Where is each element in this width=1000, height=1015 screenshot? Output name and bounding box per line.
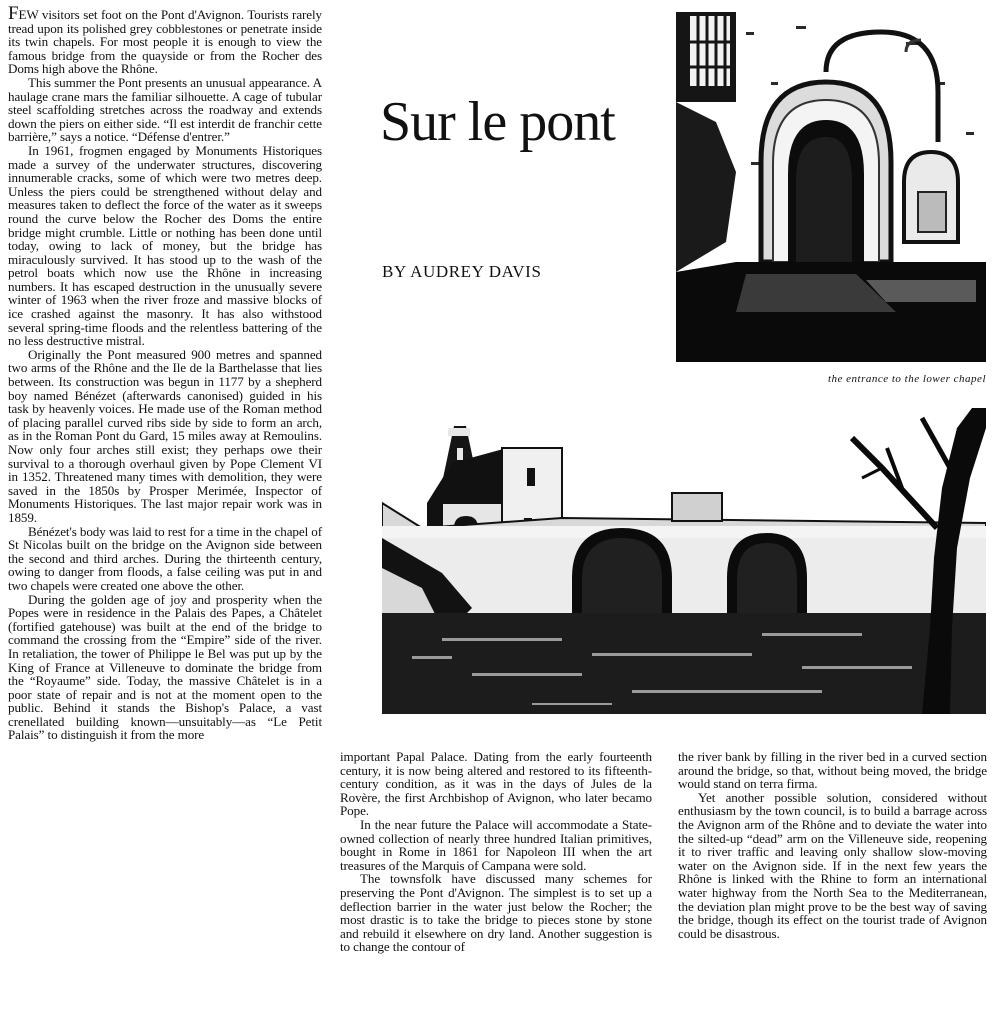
paragraph: In 1961, frogmen engaged by Monuments Historiques made a survey of the underwater structures, discovering innumerable cracks, some of which were two metres deep. Unless the piers could be strengthened without delay and measures taken to deflect the force of the water as it sweeps round the curve below the Rocher des Doms the entire bridge might crumble. Little or nothing has been done until today, owing to lack of money, but the bridge has miraculously survived. It has stood up to the wash of the petrol boats which now use the Rhône in increasing numbers. It has escaped destruction in the unusually severe winter of 1963 when the river froze and massive blocks of ice crashed against the masonry. It has also withstood several spring-time floods and the relentless battering of the no less destructive mistral. [8, 142, 322, 349]
text-column-3 [678, 750, 987, 940]
paragraph: Bénézet's body was laid to rest for a time in the chapel of St Nicolas built on the bridge on the Avignon side between the second and third arches. During the thirteenth century, owing to danger from floods, a false ceiling was put in and two chapels were created one above the other. [8, 523, 322, 593]
paragraph: Yet another possible solution, considered without enthusiasm by the town council, is to build a barrage across the Avignon arm of the Rhône and to deviate the water into the silted-up “dead” arm on the Villeneuve side, reopening it to river traffic and leaving only shallow slow-moving water on the Avignon side. If in the next few years the Rhône is linked with the Rhine to form an international water highway from the North Sea to the Mediterranean, the deviation plan might prove to be the best way of saving the bridge, though its effect on the tourist trade of Avignon could be disastrous. [678, 789, 987, 941]
paragraph: FEW visitors set foot on the Pont d'Avignon. Tourists rarely tread upon its polished grey cobblestones or penetrate inside its twin chapels. For most people it is enough to view the famous bridge from the quayside or from the Rocher des Doms high above the Rhône. [8, 3, 322, 77]
article-title: Sur le pont [380, 91, 615, 153]
paragraph: important Papal Palace. Dating from the early fourteenth century, it is now being altered and restored to its fifteenth-century condition, as it was in the days of Jules de la Rovère, the first Archbishop of Avignon, who later becamo Pope. [340, 749, 652, 819]
photo-caption: the entrance to the lower chapel [827, 373, 986, 385]
paragraph: During the golden age of joy and prosperity when the Popes were in residence in the Palais des Papes, a Châtelet (fortified gatehouse) was built at the end of the bridge to command the crossing from the “Empire” side of the river. In retaliation, the tower of Philippe le Bel was put up by the King of France at Villeneuve to dominate the bridge from the “Royaume” side. Today, the massive Châtelet is in a poor state of repair and is not at the moment open to the public. Behind it stands the Bishop's Palace, a vast crenellated building known—unsuitably—as “Le Petit Palais” to distinguish it from the more [8, 591, 322, 743]
paragraph: The townsfolk have discussed many schemes for preserving the Pont d'Avignon. The simplest is to set up a deflection barrier in the water just below the Rocher; the most drastic is to take the bridge to pieces stone by stone and rebuild it elsewhere on dry land. Another suggestion is to change the contour of [340, 871, 652, 955]
chapel-entrance-photo [676, 12, 986, 362]
paragraph: This summer the Pont presents an unusual appearance. A haulage crane mars the familiar silhouette. A cage of tubular steel scaffolding stretches across the roadway and extends down the piers on either side. “Il est interdit de franchir cette barrière,” says a notice. “Défense d'entrer.” [8, 74, 322, 145]
text-column-2 [340, 750, 652, 954]
drop-cap: F [8, 3, 19, 24]
paragraph: In the near future the Palace will accommodate a State-owned collection of nearly three hundred Italian primitives, bought in Rome in 1861 for Napoleon III when the art treasures of the Marquis of Campana were sold. [340, 816, 652, 873]
paragraph: the river bank by filling in the river bed in a curved section around the bridge, so that, without being moved, the bridge would stand on terra firma. [678, 749, 987, 792]
paragraph: Originally the Pont measured 900 metres and spanned two arms of the Rhône and the Ile de la Barthelasse that lies between. Its construction was begun in 1177 by a shepherd boy named Bénézet (afterwards canonised) guided in his task by heavenly voices. He made use of the Roman method of placing parallel curved ribs side by side to form an arch, as in the Roman Pont du Gard, 15 miles away at Remoulins. Now only four arches still exist; they perhaps owe their survival to a thorough overhaul given by Pope Clement VI in 1352. Threatened many times with demolition, they were saved in the 1850s by Prosper Merimée, Inspector of Monuments Historiques. The last major repair work was in 1859. [8, 346, 322, 525]
text-column-1 [8, 3, 322, 743]
byline: BY AUDREY DAVIS [382, 262, 542, 281]
bridge-photo [382, 408, 986, 714]
